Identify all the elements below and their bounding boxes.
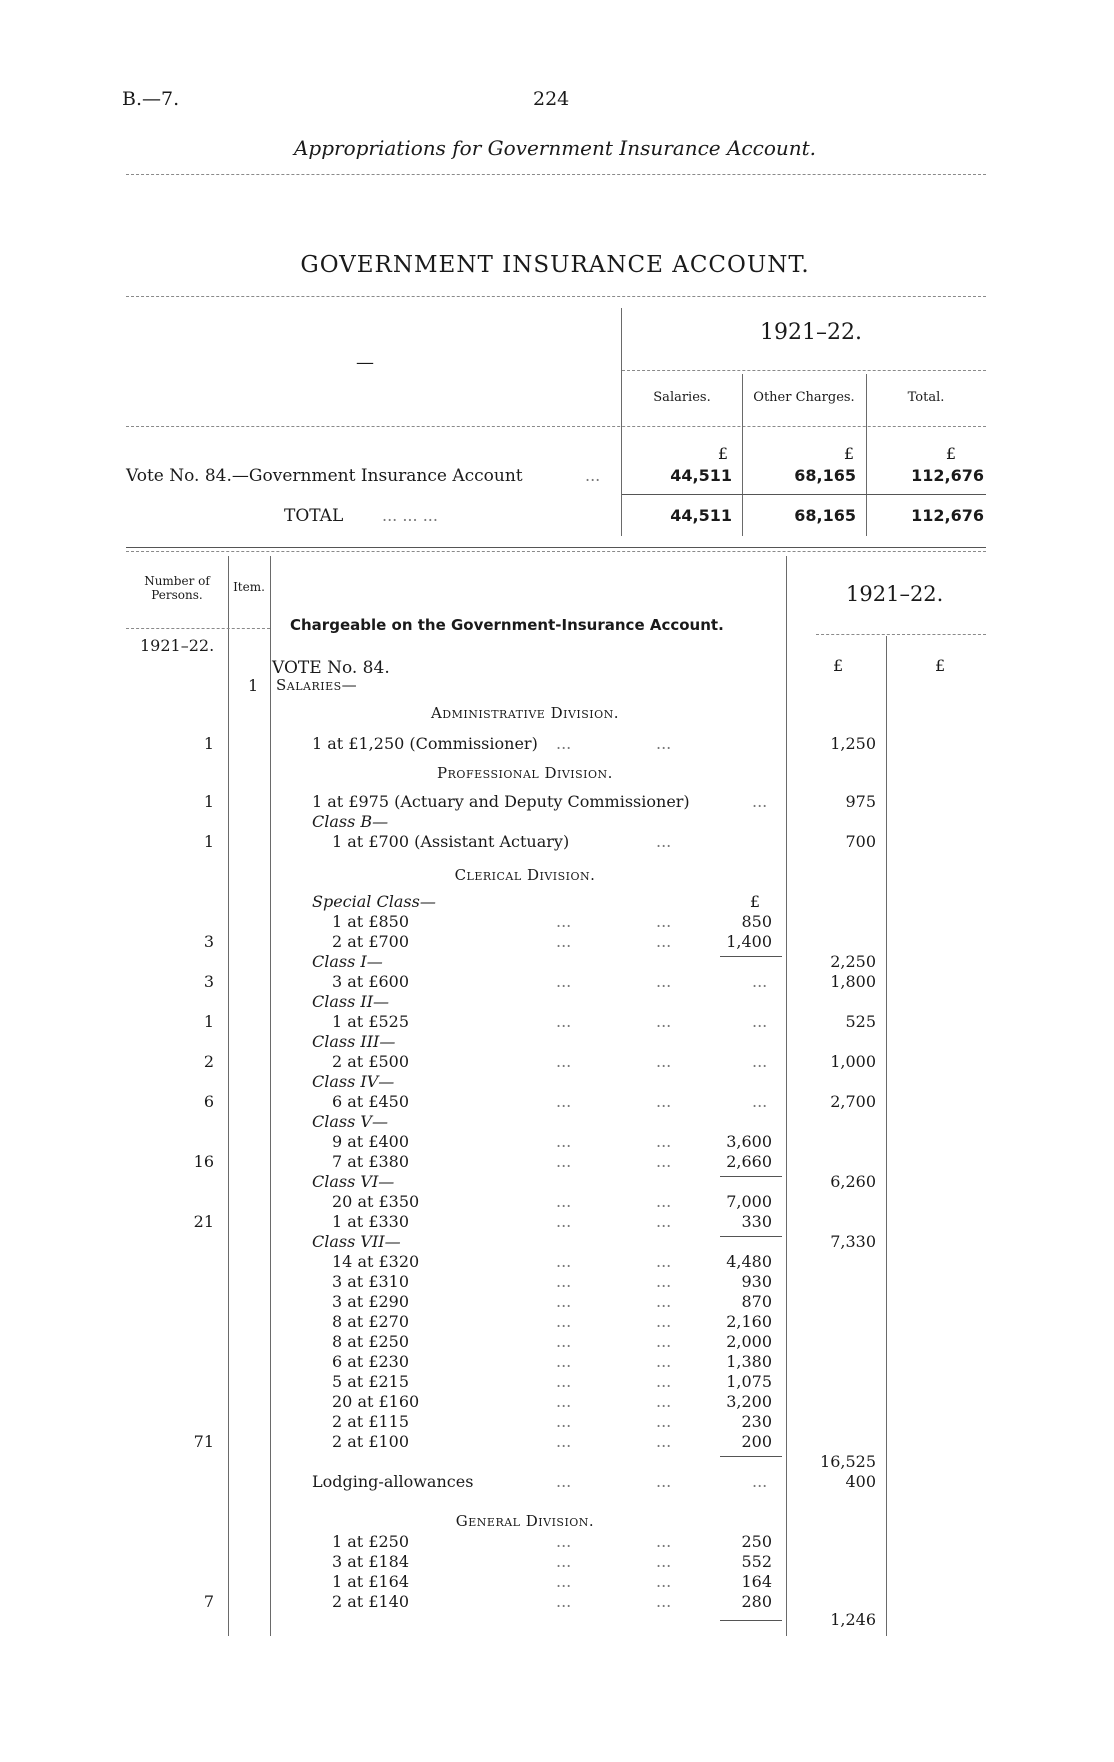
running-title: Appropriations for Government Insurance Account. bbox=[293, 136, 817, 160]
row-dots: ... bbox=[656, 1412, 672, 1431]
row-assistant bbox=[0, 832, 1114, 852]
summary-currency-total: £ bbox=[945, 444, 956, 463]
salaries-label: Salaries— bbox=[276, 676, 358, 694]
row-dots: ... bbox=[556, 1412, 572, 1431]
row-actuary bbox=[0, 792, 1114, 812]
row-dots: ... bbox=[656, 1132, 672, 1151]
row-desc: 1 at £975 (Actuary and Deputy Commissioner) bbox=[312, 792, 690, 811]
total-row-other: 68,165 bbox=[794, 506, 856, 525]
row-dots: ... bbox=[656, 1332, 672, 1351]
row-dots: ... bbox=[556, 932, 572, 951]
persons-count: 3 bbox=[203, 932, 214, 951]
row-desc: 1 at £250 bbox=[332, 1532, 410, 1551]
row-dots: ... bbox=[556, 1392, 572, 1411]
row-dots: ... bbox=[656, 1292, 672, 1311]
row-class-v-a bbox=[0, 1132, 1114, 1152]
total-row-dots: ... ... ... bbox=[382, 506, 438, 525]
row-class-iii-item bbox=[0, 1052, 1114, 1072]
row-amount: 7,000 bbox=[726, 1192, 772, 1211]
row-commissioner bbox=[0, 734, 1114, 754]
row-amount: 1,380 bbox=[726, 1352, 772, 1371]
row-desc: 1 at £1,250 (Commissioner) bbox=[312, 734, 538, 753]
summary-title: GOVERNMENT INSURANCE ACCOUNT. bbox=[300, 252, 810, 278]
row-dots: ... bbox=[556, 1432, 572, 1451]
row-dots: ... bbox=[656, 1252, 672, 1271]
row-dots: ... bbox=[656, 1012, 672, 1031]
column-item: Item. bbox=[233, 580, 265, 594]
class-label: Class VII— bbox=[312, 1232, 401, 1251]
row-dots: ... bbox=[656, 1212, 672, 1231]
row-dots: ... bbox=[556, 1572, 572, 1591]
vote-row-salaries: 44,511 bbox=[670, 466, 732, 485]
row-dots: ... bbox=[656, 972, 672, 991]
table-row bbox=[0, 1272, 1114, 1292]
row-desc: 3 at £290 bbox=[332, 1292, 410, 1311]
vote-row-total: 112,676 bbox=[911, 466, 984, 485]
row-dots: ... bbox=[656, 1352, 672, 1371]
row-desc: 8 at £270 bbox=[332, 1312, 410, 1331]
row-class-vi-b bbox=[0, 1212, 1114, 1232]
row-subtotal: 1,250 bbox=[830, 734, 876, 753]
row-dots: ... bbox=[556, 1312, 572, 1331]
row-desc: 14 at £320 bbox=[332, 1252, 420, 1271]
row-dots: ... bbox=[556, 1012, 572, 1031]
row-amount: 3,600 bbox=[726, 1132, 772, 1151]
vote-heading: VOTE No. 84. bbox=[272, 658, 390, 678]
rule-summary-top bbox=[126, 296, 986, 297]
row-dots: ... bbox=[656, 1552, 672, 1571]
vote-row-label: Vote No. 84.—Government Insurance Account bbox=[126, 466, 523, 486]
row-subtotal: 525 bbox=[845, 1012, 876, 1031]
row-amount: 1,075 bbox=[726, 1372, 772, 1391]
total-row-salaries: 44,511 bbox=[670, 506, 732, 525]
row-amount: 2,160 bbox=[726, 1312, 772, 1331]
row-desc: 3 at £310 bbox=[332, 1272, 410, 1291]
row-subtotal: 2,700 bbox=[830, 1092, 876, 1111]
section-professional: Professional Division. bbox=[437, 764, 613, 782]
class-label: Class IV— bbox=[312, 1072, 395, 1091]
row-dots: ... bbox=[556, 1192, 572, 1211]
row-amount: 200 bbox=[741, 1432, 772, 1451]
row-amount: 280 bbox=[741, 1592, 772, 1611]
detail-year-left: 1921–22. bbox=[140, 636, 215, 655]
row-dots: ... bbox=[656, 1392, 672, 1411]
summary-currency-other: £ bbox=[843, 444, 854, 463]
row-class-iv bbox=[0, 1072, 1114, 1092]
row-desc: 6 at £230 bbox=[332, 1352, 410, 1371]
summary-dash: — bbox=[356, 352, 374, 373]
row-desc: 2 at £500 bbox=[332, 1052, 410, 1071]
row-subtotal: 7,330 bbox=[830, 1232, 876, 1251]
row-dots: ... bbox=[556, 1292, 572, 1311]
table-row bbox=[0, 1592, 1114, 1612]
row-class-v-b bbox=[0, 1152, 1114, 1172]
row-desc: 3 at £184 bbox=[332, 1552, 410, 1571]
row-amount: 4,480 bbox=[726, 1252, 772, 1271]
row-desc: Lodging-allowances bbox=[312, 1472, 474, 1491]
row-desc: 9 at £400 bbox=[332, 1132, 410, 1151]
row-general-total bbox=[0, 1610, 1114, 1630]
row-lodging bbox=[0, 1472, 1114, 1492]
row-dots: ... bbox=[556, 1212, 572, 1231]
row-desc: 2 at £115 bbox=[332, 1412, 410, 1431]
item-number: 1 bbox=[248, 676, 259, 695]
row-class-ii-item bbox=[0, 1012, 1114, 1032]
persons-count: 21 bbox=[193, 1212, 214, 1231]
summary-currency-salaries: £ bbox=[717, 444, 728, 463]
row-amount: 330 bbox=[741, 1212, 772, 1231]
detail-currency-total: £ bbox=[935, 656, 946, 675]
persons-count: 1 bbox=[203, 734, 214, 753]
class-label: Class V— bbox=[312, 1112, 388, 1131]
persons-count: 2 bbox=[203, 1052, 214, 1071]
row-dots: ... bbox=[556, 1372, 572, 1391]
section-clerical: Clerical Division. bbox=[454, 866, 596, 884]
row-dots: ... bbox=[656, 1572, 672, 1591]
total-row-label: TOTAL bbox=[284, 506, 344, 526]
row-amount: 850 bbox=[741, 912, 772, 931]
persons-count: 6 bbox=[203, 1092, 214, 1111]
rule-summary-bottom-2 bbox=[126, 551, 986, 552]
class-label: Special Class— bbox=[312, 892, 436, 911]
row-desc: 1 at £700 (Assistant Actuary) bbox=[332, 832, 570, 851]
row-dots: ... bbox=[556, 1052, 572, 1071]
table-row bbox=[0, 1372, 1114, 1392]
table-row bbox=[0, 1392, 1114, 1412]
row-dots: ... bbox=[752, 1012, 768, 1031]
row-special-class bbox=[0, 892, 1114, 912]
row-dots: ... bbox=[656, 1532, 672, 1551]
detail-currency-amt: £ bbox=[749, 892, 760, 911]
row-dots: ... bbox=[556, 1092, 572, 1111]
row-class-vii bbox=[0, 1232, 1114, 1252]
column-total: Total. bbox=[907, 390, 945, 405]
persons-count: 1 bbox=[203, 1012, 214, 1031]
persons-count: 1 bbox=[203, 792, 214, 811]
rule-detail-year-left bbox=[126, 628, 270, 629]
row-subtotal: 1,000 bbox=[830, 1052, 876, 1071]
row-dots: ... bbox=[556, 912, 572, 931]
row-class-vi bbox=[0, 1172, 1114, 1192]
row-dots: ... bbox=[752, 1052, 768, 1071]
page-number: 224 bbox=[533, 88, 570, 110]
row-subtotal: 6,260 bbox=[830, 1172, 876, 1191]
class-label: Class I— bbox=[312, 952, 383, 971]
table-row bbox=[0, 1332, 1114, 1352]
row-dots: ... bbox=[556, 1252, 572, 1271]
row-desc: 6 at £450 bbox=[332, 1092, 410, 1111]
row-dots: ... bbox=[656, 1372, 672, 1391]
persons-count: 71 bbox=[193, 1432, 214, 1451]
table-row bbox=[0, 1532, 1114, 1552]
row-desc: 2 at £140 bbox=[332, 1592, 410, 1611]
row-special-2 bbox=[0, 932, 1114, 952]
table-row bbox=[0, 1312, 1114, 1332]
persons-count: 16 bbox=[193, 1152, 214, 1171]
row-amount: 930 bbox=[741, 1272, 772, 1291]
row-class-vii-total bbox=[0, 1452, 1114, 1472]
row-dots: ... bbox=[656, 1192, 672, 1211]
row-subtotal: 400 bbox=[845, 1472, 876, 1491]
row-subtotal: 16,525 bbox=[820, 1452, 876, 1471]
persons-count: 3 bbox=[203, 972, 214, 991]
row-dots: ... bbox=[556, 1532, 572, 1551]
page-reference: B.—7. bbox=[122, 88, 180, 110]
row-dots: ... bbox=[556, 1152, 572, 1171]
row-dots: ... bbox=[656, 1432, 672, 1451]
column-salaries: Salaries. bbox=[653, 390, 711, 405]
section-general: General Division. bbox=[455, 1512, 595, 1530]
column-other-charges: Other Charges. bbox=[753, 390, 855, 405]
rule-summary-year bbox=[622, 370, 986, 371]
row-amount: 230 bbox=[741, 1412, 772, 1431]
summary-year: 1921–22. bbox=[760, 320, 862, 345]
class-label: Class III— bbox=[312, 1032, 396, 1051]
row-dots: ... bbox=[556, 1272, 572, 1291]
row-dots: ... bbox=[656, 734, 672, 753]
row-class-ii bbox=[0, 992, 1114, 1012]
row-dots: ... bbox=[656, 832, 672, 851]
row-dots: ... bbox=[752, 1472, 768, 1491]
row-desc: 1 at £525 bbox=[332, 1012, 410, 1031]
rule-summary-total bbox=[622, 494, 986, 495]
row-dots: ... bbox=[656, 1472, 672, 1491]
class-label: Class II— bbox=[312, 992, 390, 1011]
row-amount: 3,200 bbox=[726, 1392, 772, 1411]
rule-summary-bottom-1 bbox=[126, 547, 986, 548]
summary-vline-1 bbox=[621, 308, 622, 536]
row-desc: 2 at £100 bbox=[332, 1432, 410, 1451]
class-label: Class VI— bbox=[312, 1172, 395, 1191]
row-dots: ... bbox=[556, 1592, 572, 1611]
row-dots: ... bbox=[556, 734, 572, 753]
row-desc: 20 at £160 bbox=[332, 1392, 420, 1411]
persons-count: 1 bbox=[203, 832, 214, 851]
row-dots: ... bbox=[752, 972, 768, 991]
row-desc: 3 at £600 bbox=[332, 972, 410, 991]
persons-count: 7 bbox=[203, 1592, 214, 1611]
row-amount: 2,000 bbox=[726, 1332, 772, 1351]
section-administrative: Administrative Division. bbox=[430, 704, 620, 722]
row-desc: 1 at £330 bbox=[332, 1212, 410, 1231]
row-class-i bbox=[0, 952, 1114, 972]
vote-row-other: 68,165 bbox=[794, 466, 856, 485]
detail-heading: Chargeable on the Government-Insurance Account. bbox=[290, 616, 724, 634]
row-class-iii bbox=[0, 1032, 1114, 1052]
row-subtotal: 700 bbox=[845, 832, 876, 851]
row-desc: 8 at £250 bbox=[332, 1332, 410, 1351]
row-dots: ... bbox=[656, 932, 672, 951]
vote-row-dots: ... bbox=[585, 466, 601, 485]
row-subtotal: 2,250 bbox=[830, 952, 876, 971]
class-label: Class B— bbox=[312, 812, 389, 831]
table-row bbox=[0, 1412, 1114, 1432]
row-dots: ... bbox=[752, 792, 768, 811]
row-dots: ... bbox=[556, 1472, 572, 1491]
row-class-iv-item bbox=[0, 1092, 1114, 1112]
column-number-of-persons: Number of Persons. bbox=[144, 574, 210, 602]
row-class-i-item bbox=[0, 972, 1114, 992]
row-desc: 1 at £164 bbox=[332, 1572, 410, 1591]
detail-year-right: 1921–22. bbox=[846, 582, 944, 606]
row-subtotal: 1,246 bbox=[830, 1610, 876, 1629]
row-dots: ... bbox=[556, 1552, 572, 1571]
row-amount: 1,400 bbox=[726, 932, 772, 951]
row-dots: ... bbox=[656, 1312, 672, 1331]
row-dots: ... bbox=[556, 1332, 572, 1351]
row-amount: 552 bbox=[741, 1552, 772, 1571]
table-row bbox=[0, 1432, 1114, 1452]
row-amount: 870 bbox=[741, 1292, 772, 1311]
row-desc: 1 at £850 bbox=[332, 912, 410, 931]
table-row bbox=[0, 1252, 1114, 1272]
row-desc: 20 at £350 bbox=[332, 1192, 420, 1211]
row-special-1 bbox=[0, 912, 1114, 932]
table-row bbox=[0, 1572, 1114, 1592]
row-dots: ... bbox=[656, 1152, 672, 1171]
row-class-v bbox=[0, 1112, 1114, 1132]
table-row bbox=[0, 1552, 1114, 1572]
row-dots: ... bbox=[656, 1592, 672, 1611]
table-row bbox=[0, 1292, 1114, 1312]
row-amount: 2,660 bbox=[726, 1152, 772, 1171]
row-amount: 250 bbox=[741, 1532, 772, 1551]
row-subtotal: 975 bbox=[845, 792, 876, 811]
row-dots: ... bbox=[752, 1092, 768, 1111]
row-amount: 164 bbox=[741, 1572, 772, 1591]
row-subtotal: 1,800 bbox=[830, 972, 876, 991]
rule-header bbox=[126, 174, 986, 175]
row-dots: ... bbox=[656, 1272, 672, 1291]
row-class-b bbox=[0, 812, 1114, 832]
rule-detail-year-right bbox=[816, 634, 986, 635]
row-dots: ... bbox=[556, 1352, 572, 1371]
row-dots: ... bbox=[656, 1052, 672, 1071]
row-desc: 5 at £215 bbox=[332, 1372, 410, 1391]
row-desc: 2 at £700 bbox=[332, 932, 410, 951]
detail-currency-sub: £ bbox=[833, 656, 844, 675]
table-row bbox=[0, 1352, 1114, 1372]
row-dots: ... bbox=[556, 972, 572, 991]
row-dots: ... bbox=[556, 1132, 572, 1151]
row-desc: 7 at £380 bbox=[332, 1152, 410, 1171]
row-dots: ... bbox=[656, 1092, 672, 1111]
rule-summary-cols bbox=[126, 426, 986, 427]
total-row-total: 112,676 bbox=[911, 506, 984, 525]
row-dots: ... bbox=[656, 912, 672, 931]
row-class-vi-a bbox=[0, 1192, 1114, 1212]
